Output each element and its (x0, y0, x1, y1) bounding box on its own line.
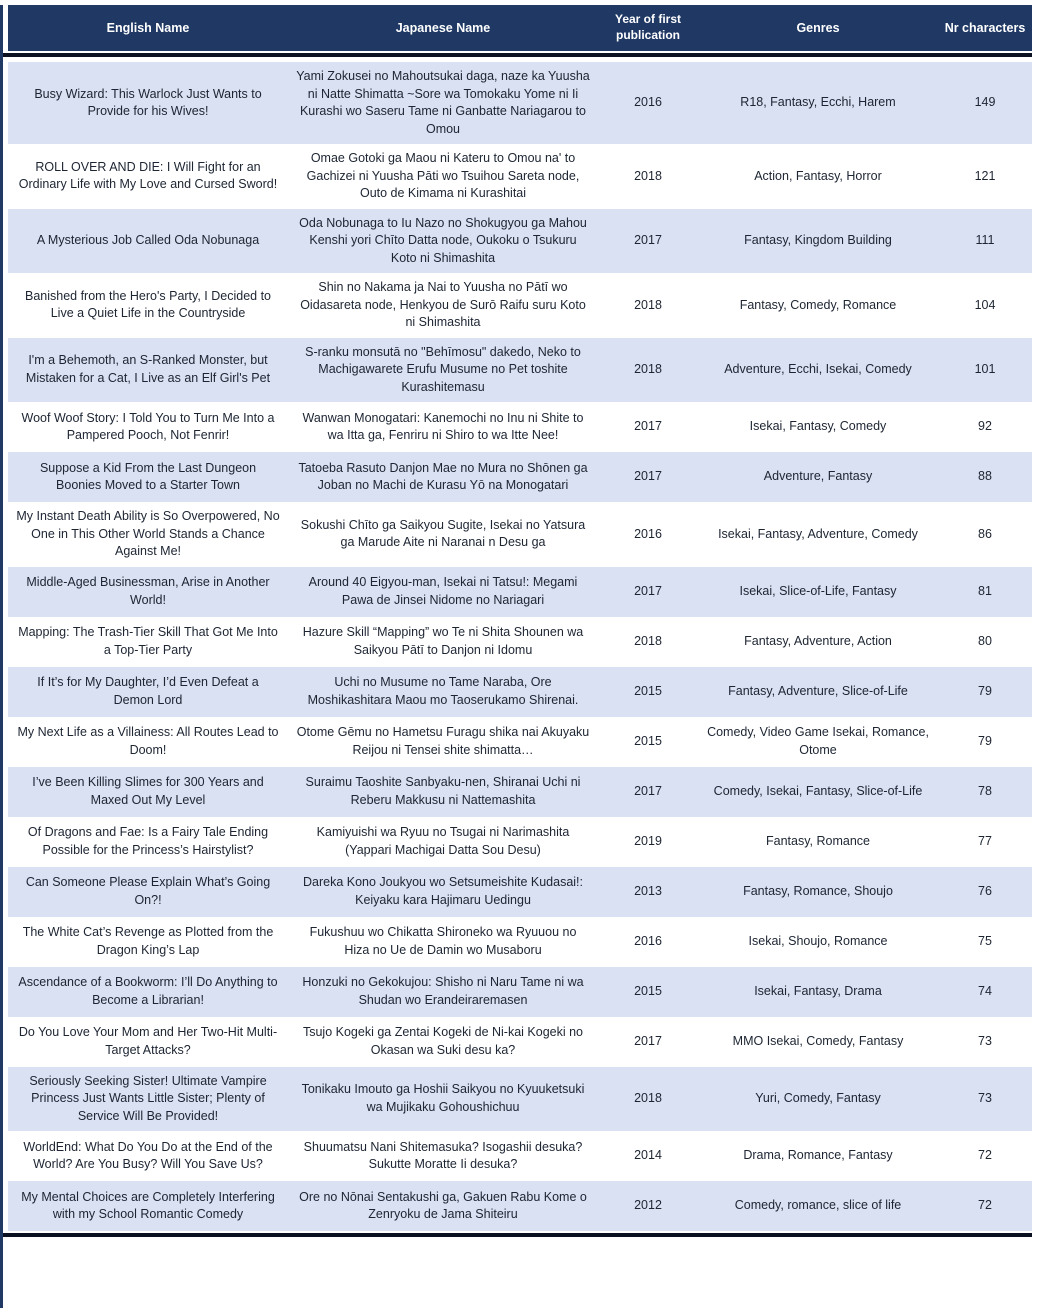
cell-year: 2017 (634, 1033, 662, 1048)
cell-nr-characters: 121 (974, 168, 996, 183)
table-row (8, 209, 1032, 274)
cell-japanese-name: Tonikaku Imouto ga Hoshii Saikyou no Kyuuketsuki wa Mujikaku Gohoushichuu (301, 1082, 585, 1114)
cell-japanese-name: Around 40 Eigyou-man, Isekai ni Tatsu!: Megami Pawa de Jinsei Nidome no Nariagari (308, 575, 578, 607)
cell-english-name: WorldEnd: What Do You Do at the End of the World? Are You Busy? Will You Save Us? (23, 1139, 273, 1171)
cell-japanese-name: Fukushuu wo Chikatta Shironeko wa Ryuuou no Hiza no Ue de Damin wo Musaboru (309, 925, 577, 957)
cell-genres: Yuri, Comedy, Fantasy (755, 1091, 881, 1105)
table-row (8, 1181, 1032, 1231)
cell-japanese-name: Hazure Skill “Mapping” wo Te ni Shita Shounen wa Saikyou Pātī to Danjon ni Idomu (302, 625, 584, 657)
cell-japanese-name: Sokushi Chīto ga Saikyou Sugite, Isekai no Yatsura ga Marude Aite ni Naranai n Desu ga (300, 517, 586, 550)
cell-nr-characters: 77 (978, 833, 992, 848)
cell-year: 2012 (634, 1198, 662, 1213)
table-row (8, 452, 1032, 502)
cell-japanese-name: Oda Nobunaga to Iu Nazo no Shokugyou ga Mahou Kenshi yori Chīto Datta node, Oukoku o Tsukuru Koto ni Shimashita (299, 215, 587, 265)
cell-genres: Fantasy, Romance (766, 833, 870, 848)
cell-genres: Isekai, Shoujo, Romance (748, 933, 888, 948)
cell-english-name: Busy Wizard: This Warlock Just Wants to Provide for his Wives! (34, 86, 262, 118)
cell-japanese-name: Dareka Kono Joukyou wo Setsumeishite Kudasai!: Keiyaku kara Hajimaru Uedingu (302, 875, 584, 907)
data-table (8, 62, 1032, 1231)
cell-japanese-name: Ore no Nōnai Sentakushi ga, Gakuen Rabu Kome o Zenryoku de Jama Shiteiru (299, 1189, 587, 1221)
cell-genres: Fantasy, Romance, Shoujo (743, 883, 893, 898)
cell-nr-characters: 79 (978, 683, 992, 698)
cell-english-name: A Mysterious Job Called Oda Nobunaga (36, 233, 260, 247)
column-header-label: Year of first publication (614, 12, 682, 42)
cell-nr-characters: 75 (978, 933, 992, 948)
cell-genres: Adventure, Fantasy (763, 469, 873, 484)
table-row (8, 717, 1032, 767)
cell-japanese-name: Shuumatsu Nani Shitemasuka? Isogashii desuka? Sukutte Moratte Ii desuka? (303, 1139, 583, 1171)
cell-year: 2014 (634, 1148, 662, 1163)
cell-year: 2015 (634, 683, 662, 698)
cell-english-name: Can Someone Please Explain What’s Going On?! (25, 875, 271, 907)
cell-japanese-name: Otome Gēmu no Hametsu Furagu shika nai Akuyaku Reijou ni Tensei shite shimatta… (296, 725, 590, 757)
table-row (8, 144, 1032, 209)
column-header-year-of-first-publication (598, 5, 698, 51)
cell-genres: Isekai, Fantasy, Drama (754, 983, 882, 998)
cell-nr-characters: 86 (978, 526, 992, 541)
table-row (8, 338, 1032, 403)
cell-nr-characters: 111 (975, 233, 995, 247)
cell-genres: Comedy, Video Game Isekai, Romance, Otome (707, 725, 929, 757)
cell-year: 2015 (634, 733, 662, 748)
cell-english-name: Woof Woof Story: I Told You to Turn Me Into a Pampered Pooch, Not Fenrir! (21, 410, 275, 442)
table-row (8, 1131, 1032, 1181)
cell-genres: Fantasy, Adventure, Action (744, 633, 892, 648)
cell-nr-characters: 81 (978, 583, 992, 598)
cell-nr-characters: 88 (978, 469, 992, 484)
cell-english-name: The White Cat’s Revenge as Plotted from the Dragon King’s Lap (22, 925, 274, 957)
cell-genres: Drama, Romance, Fantasy (743, 1148, 893, 1163)
cell-japanese-name: Kamiyuishi wa Ryuu no Tsugai ni Narimashita (Yappari Machigai Datta Sou Desu) (316, 825, 570, 857)
table-row (8, 1017, 1032, 1067)
cell-japanese-name: Suraimu Taoshite Sanbyaku-nen, Shiranai Uchi ni Reberu Makkusu ni Nattemashita (305, 775, 581, 807)
cell-nr-characters: 149 (974, 95, 996, 110)
column-header-label: Genres (796, 20, 840, 35)
cell-nr-characters: 104 (974, 297, 996, 312)
cell-nr-characters: 92 (978, 419, 992, 434)
table-row (8, 402, 1032, 452)
cell-genres: MMO Isekai, Comedy, Fantasy (732, 1033, 904, 1048)
cell-nr-characters: 74 (978, 983, 992, 998)
cell-japanese-name: Shin no Nakama ja Nai to Yuusha no Pātī wo Oidasareta node, Henkyou de Surō Raifu suru Koto ni Shimashita (300, 280, 586, 329)
table-row (8, 617, 1032, 667)
cell-nr-characters: 79 (978, 733, 992, 748)
cell-year: 2016 (634, 526, 662, 541)
bottom-border-rule (0, 1233, 1032, 1237)
cell-japanese-name: Yami Zokusei no Mahoutsukai daga, naze ka Yuusha ni Natte Shimatta ~Sore wa Tomokaku Yome ni Ii Kurashi wo Saseru Tame ni Ganbatte Nariagarou to Omou (296, 69, 590, 136)
table-row (8, 817, 1032, 867)
column-header-label: Japanese Name (395, 20, 491, 35)
column-header-label: English Name (106, 20, 190, 35)
cell-english-name: Middle-Aged Businessman, Arise in Another World! (26, 575, 270, 607)
cell-year: 2015 (634, 983, 662, 998)
cell-japanese-name: Tatoeba Rasuto Danjon Mae no Mura no Shōnen ga Joban no Machi de Kurasu Yō na Monogatari (298, 460, 588, 492)
table-row (8, 567, 1032, 617)
cell-genres: Fantasy, Kingdom Building (744, 233, 892, 247)
cell-nr-characters: 101 (974, 362, 996, 376)
cell-nr-characters: 76 (978, 883, 992, 898)
cell-english-name: Mapping: The Trash-Tier Skill That Got Me Into a Top-Tier Party (18, 625, 278, 657)
cell-english-name: Of Dragons and Fae: Is a Fairy Tale Ending Possible for the Princess’s Hairstylist? (27, 825, 269, 857)
cell-english-name: Seriously Seeking Sister! Ultimate Vampire Princess Just Wants Little Sister; Plenty of Service Will Be Provided! (29, 1073, 267, 1123)
column-header-label: Nr characters (944, 20, 1026, 35)
column-header-genres (698, 5, 938, 51)
cell-english-name: I'm a Behemoth, an S-Ranked Monster, but Mistaken for a Cat, I Live as an Elf Girl's Pet (25, 353, 271, 385)
cell-english-name: My Mental Choices are Completely Interfering with my School Romantic Comedy (21, 1189, 275, 1221)
cell-genres: Fantasy, Comedy, Romance (739, 297, 897, 312)
cell-year: 2017 (634, 783, 662, 798)
cell-nr-characters: 73 (978, 1091, 992, 1105)
column-header-english-name (8, 5, 288, 51)
cell-nr-characters: 78 (978, 783, 992, 798)
cell-year: 2017 (634, 583, 662, 598)
cell-genres: Adventure, Ecchi, Isekai, Comedy (724, 362, 912, 376)
cell-japanese-name: Tsujo Kogeki ga Zentai Kogeki de Ni-kai Kogeki no Okasan wa Suki desu ka? (302, 1025, 584, 1057)
cell-nr-characters: 80 (978, 633, 992, 648)
cell-year: 2016 (634, 933, 662, 948)
cell-english-name: I’ve Been Killing Slimes for 300 Years and Maxed Out My Level (32, 775, 264, 807)
cell-year: 2013 (634, 883, 662, 898)
cell-english-name: Do You Love Your Mom and Her Two-Hit Multi-Target Attacks? (18, 1025, 278, 1057)
column-header-japanese-name (288, 5, 598, 51)
cell-japanese-name: Omae Gotoki ga Maou ni Kateru to Omou na' to Gachizei ni Yuusha Pāti wo Tsuihou Sareta node, Outo de Kimama ni Kurashitai (306, 151, 580, 200)
cell-genres: R18, Fantasy, Ecchi, Harem (740, 95, 896, 110)
cell-year: 2019 (634, 833, 662, 848)
cell-genres: Isekai, Fantasy, Adventure, Comedy (718, 526, 918, 541)
table-header-row (8, 5, 1032, 51)
cell-year: 2017 (634, 419, 662, 434)
cell-year: 2017 (634, 233, 662, 247)
cell-genres: Isekai, Slice-of-Life, Fantasy (739, 583, 897, 598)
cell-genres: Isekai, Fantasy, Comedy (749, 419, 887, 434)
cell-english-name: My Next Life as a Villainess: All Routes Lead to Doom! (17, 725, 279, 757)
table-left-border (0, 5, 3, 1308)
cell-english-name: My Instant Death Ability is So Overpowered, No One in This Other World Stands a Chance Against Me! (16, 509, 280, 558)
cell-japanese-name: Honzuki no Gekokujou: Shisho ni Naru Tame ni wa Shudan wo Erandeiraremasen (302, 975, 584, 1007)
cell-nr-characters: 73 (978, 1033, 992, 1048)
cell-nr-characters: 72 (978, 1198, 992, 1213)
cell-genres: Comedy, romance, slice of life (734, 1198, 902, 1213)
table-row (8, 917, 1032, 967)
cell-year: 2018 (634, 168, 662, 183)
table-row (8, 62, 1032, 144)
table-row (8, 767, 1032, 817)
cell-english-name: If It’s for My Daughter, I’d Even Defeat a Demon Lord (37, 675, 259, 707)
cell-japanese-name: S-ranku monsutā no "Behīmosu" dakedo, Neko to Machigawarete Erufu Musume no Pet toshite Kurashitemasu (305, 344, 581, 394)
cell-genres: Fantasy, Adventure, Slice-of-Life (728, 683, 908, 698)
cell-japanese-name: Wanwan Monogatari: Kanemochi no Inu ni Shite to wa Itta ga, Fenriru ni Shiro to wa Itte Nee! (302, 410, 584, 442)
cell-nr-characters: 72 (978, 1148, 992, 1163)
table-row (8, 273, 1032, 338)
table-row (8, 667, 1032, 717)
cell-genres: Action, Fantasy, Horror (754, 168, 882, 183)
cell-genres: Comedy, Isekai, Fantasy, Slice-of-Life (713, 783, 923, 798)
table-row (8, 502, 1032, 567)
cell-year: 2018 (634, 362, 662, 376)
table-row (8, 1067, 1032, 1132)
cell-year: 2016 (634, 95, 662, 110)
cell-year: 2017 (634, 469, 662, 484)
cell-year: 2018 (634, 1091, 662, 1105)
cell-english-name: ROLL OVER AND DIE: I Will Fight for an Ordinary Life with My Love and Cursed Sword! (18, 159, 278, 192)
cell-year: 2018 (634, 633, 662, 648)
cell-japanese-name: Uchi no Musume no Tame Naraba, Ore Moshikashitara Maou mo Taoserukamo Shirenai. (307, 675, 579, 707)
table-row (8, 867, 1032, 917)
cell-english-name: Banished from the Hero's Party, I Decided to Live a Quiet Life in the Countryside (24, 288, 272, 321)
cell-year: 2018 (634, 297, 662, 312)
header-divider-rule (0, 53, 1032, 57)
table-row (8, 967, 1032, 1017)
cell-english-name: Ascendance of a Bookworm: I’ll Do Anything to Become a Librarian! (18, 975, 278, 1007)
column-header-nr-characters (938, 5, 1032, 51)
cell-english-name: Suppose a Kid From the Last Dungeon Boonies Moved to a Starter Town (39, 460, 257, 492)
